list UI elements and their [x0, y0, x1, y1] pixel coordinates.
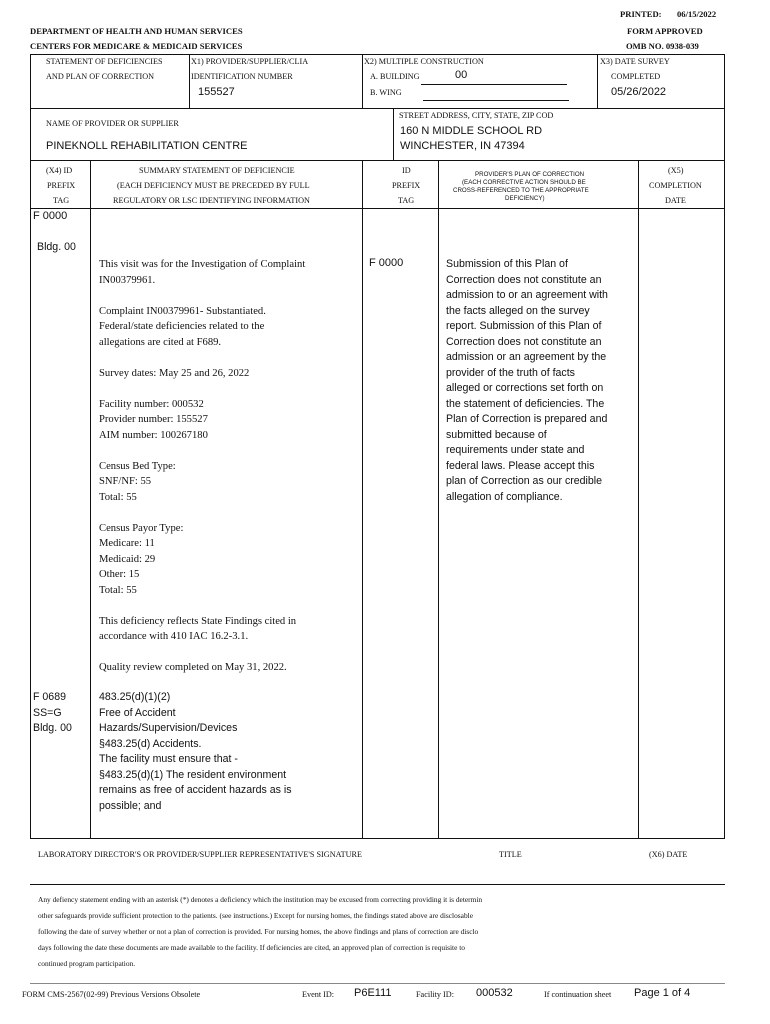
- x1-label-2: IDENTIFICATION NUMBER: [191, 72, 293, 81]
- statement-label-2: AND PLAN OF CORRECTION: [46, 72, 155, 81]
- summary-label-3: REGULATORY OR LSC IDENTIFYING INFORMATION: [113, 196, 310, 205]
- wing-label: B. WING: [370, 88, 402, 97]
- continuation-label: If continuation sheet: [544, 990, 612, 999]
- event-id-value: P6E111: [354, 987, 392, 999]
- printed-label: PRINTED:: [620, 9, 662, 19]
- plan-label-1: PROVIDER'S PLAN OF CORRECTION: [475, 171, 585, 178]
- department-title: DEPARTMENT OF HEALTH AND HUMAN SERVICES: [30, 26, 243, 36]
- id-tag-f0000: F 0000: [369, 257, 404, 269]
- form-approved: FORM APPROVED: [627, 26, 703, 36]
- provider-name-value: PINEKNOLL REHABILITATION CENTRE: [46, 140, 248, 152]
- summary-statement-1: This visit was for the Investigation of Complaint IN00379961. Complaint IN00379961- Substantiated. Federal/state deficiencies related to the allegations are cited at F689. Survey dates: May 25 and 26, 2022 Facility number: 000532 Provider number: 155527 AIM number: 100267180 Census Bed Type: SNF/NF: 55 Total: 55 Census Payor Type: Medicare: 11 Medicaid: 29 Other: 15 Total: 55 This deficiency reflects State Findings cited in accordance with 410 IAC 16.2-3.1. Quality review completed on May 31, 2022.: [99, 259, 306, 673]
- x4-label-2: PREFIX: [47, 181, 76, 190]
- disclaimer-line-3: following the date of survey whether or not a plan of correction is provided. For nursing homes, the above findings and plans of correction are disclo: [38, 927, 479, 936]
- body-bottom: [30, 838, 725, 839]
- centers-title: CENTERS FOR MEDICARE & MEDICAID SERVICES: [30, 41, 243, 51]
- provider-name-label: NAME OF PROVIDER OR SUPPLIER: [46, 119, 179, 128]
- plan-label-2: (EACH CORRECTIVE ACTION SHOULD BE: [462, 179, 586, 186]
- divider-col-summary: [90, 160, 91, 838]
- signature-bottom: [30, 884, 725, 885]
- disclaimer-line-1: Any defiency statement ending with an asterisk (*) denotes a deficiency which the institution may be excused from correcting providing it is determin: [38, 895, 483, 904]
- x2-label: X2) MULTIPLE CONSTRUCTION: [364, 57, 484, 66]
- survey-date-value: 05/26/2022: [611, 86, 667, 98]
- event-id-label: Event ID:: [302, 990, 335, 999]
- divider-col-x5: [638, 160, 639, 838]
- address-label: STREET ADDRESS, CITY, STATE, ZIP COD: [399, 111, 554, 120]
- summary-label-1: SUMMARY STATEMENT OF DEFICIENCIE: [139, 166, 295, 175]
- tag-f0689: F 0689 SS=G Bldg. 00: [33, 691, 72, 734]
- statement-label-1: STATEMENT OF DEFICIENCIES: [46, 57, 163, 66]
- plan-of-correction-1: Submission of this Plan of Correction does not constitute an admission to or an agreement with the facts alleged on the survey report. Submission of this Plan of Correction does not constitute an admission or an agreement by the provider of the truth of facts alleged or corrections set forth on the statement of deficiencies. The Plan of Correction is prepared and submitted because of requirements under state and federal laws. Please accept this plan of Correction as our credible allegation of compliance.: [446, 258, 608, 503]
- plan-label-4: DEFICIENCY): [505, 195, 545, 202]
- id-label-1: ID: [402, 166, 411, 175]
- divider-x3: [597, 54, 598, 108]
- summary-label-2: (EACH DEFICIENCY MUST BE PRECEDED BY FULL: [117, 181, 310, 190]
- provider-number-value: 155527: [198, 86, 235, 98]
- top-rule: [30, 54, 725, 55]
- facility-id-label: Facility ID:: [416, 990, 454, 999]
- left-border: [30, 54, 31, 839]
- building-underline: [421, 84, 567, 85]
- disclaimer-line-4: days following the date these documents are made available to the facility. If deficiencies are cited, an approved plan of correction is requisite to: [38, 943, 465, 952]
- summary-statement-2: 483.25(d)(1)(2) Free of Accident Hazards/Supervision/Devices §483.25(d) Accidents. The facility must ensure that - §483.25(d)(1) The resident environment remains as free of accident hazards as is possible; and: [99, 691, 292, 812]
- x3-label-2: COMPLETED: [611, 72, 661, 81]
- column-head-bottom: [30, 208, 725, 209]
- divider-col-plan: [438, 160, 439, 838]
- x4-label-3: TAG: [53, 196, 70, 205]
- id-label-2: PREFIX: [392, 181, 421, 190]
- divider-x2: [362, 54, 363, 108]
- omb-number: OMB NO. 0938-039: [626, 41, 699, 51]
- address-line-1: 160 N MIDDLE SCHOOL RD: [400, 125, 543, 137]
- divider-x1: [189, 54, 190, 108]
- id-label-3: TAG: [398, 196, 415, 205]
- bldg-00: Bldg. 00: [37, 241, 76, 253]
- x4-label-1: (X4) ID: [46, 166, 73, 175]
- disclaimer-line-5: continued program participation.: [38, 959, 136, 968]
- x1-label-1: X1) PROVIDER/SUPPLIER/CLIA: [191, 57, 309, 66]
- building-value: 00: [455, 69, 468, 81]
- x6-date-label: (X6) DATE: [649, 850, 688, 859]
- disclaimer-line-2: other safeguards provide sufficient protection to the patients. (see instructions.) Except for nursing homes, the findings stated above are disclosable: [38, 911, 473, 920]
- title-label: TITLE: [499, 850, 522, 859]
- wing-underline: [423, 100, 569, 101]
- x5-label-2: COMPLETION: [649, 181, 702, 190]
- id-block-bottom: [30, 108, 725, 109]
- signature-label: LABORATORY DIRECTOR'S OR PROVIDER/SUPPLIER REPRESENTATIVE'S SIGNATURE: [38, 850, 362, 859]
- tag-f0000: F 0000: [33, 210, 68, 222]
- printed-date: 06/15/2022: [677, 9, 717, 19]
- x3-label-1: X3) DATE SURVEY: [600, 57, 670, 66]
- x5-label-1: (X5): [668, 166, 684, 175]
- right-border: [724, 54, 725, 839]
- facility-id-value: 000532: [476, 987, 513, 999]
- footer-rule: [30, 983, 725, 984]
- divider-col-id: [362, 160, 363, 838]
- building-label: A. BUILDING: [370, 72, 420, 81]
- x5-label-3: DATE: [665, 196, 686, 205]
- page-number: Page 1 of 4: [634, 987, 691, 999]
- provider-bottom: [30, 160, 725, 161]
- address-line-2: WINCHESTER, IN 47394: [400, 140, 525, 152]
- plan-label-3: CROSS-REFERENCED TO THE APPROPRIATE: [453, 187, 589, 194]
- divider-address: [393, 108, 394, 160]
- form-number: FORM CMS-2567(02-99) Previous Versions Obsolete: [22, 990, 201, 999]
